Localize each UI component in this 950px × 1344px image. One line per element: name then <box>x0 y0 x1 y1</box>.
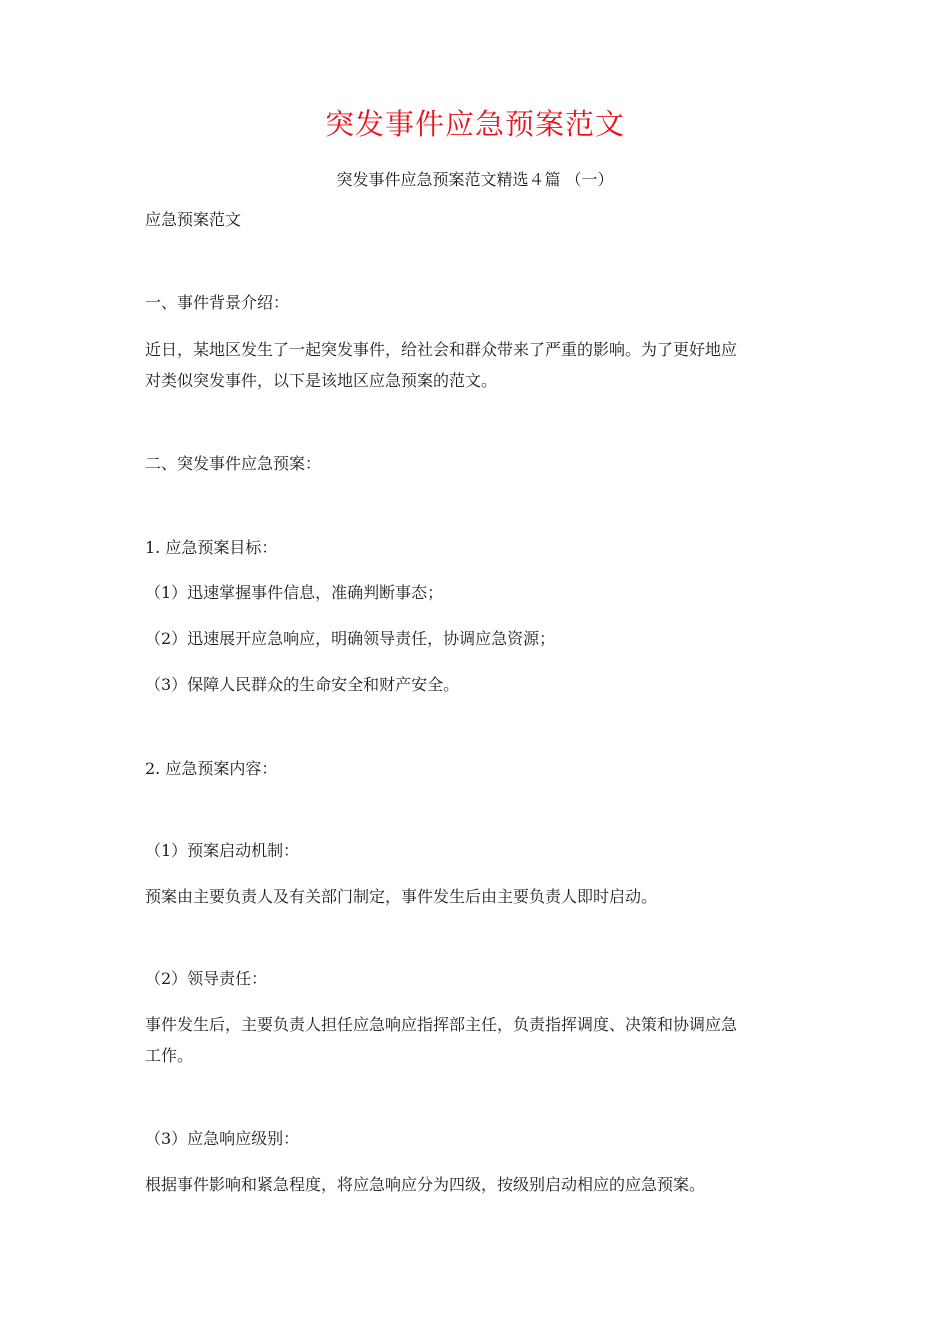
document-subtitle: 突发事件应急预案范文精选４篇 （一） <box>336 170 614 189</box>
section1-body-line1: 近日，某地区发生了一起突发事件，给社会和群众带来了严重的影响。为了更好地应 <box>145 340 738 359</box>
document-title: 突发事件应急预案范文 <box>324 107 625 141</box>
section2-heading: 二、突发事件应急预案： <box>145 454 322 473</box>
content-item-2-body-line1: 事件发生后，主要负责人担任应急响应指挥部主任，负责指挥调度、决策和协调应急 <box>145 1015 738 1034</box>
content-heading: 2. 应急预案内容： <box>145 759 278 778</box>
goal-item-1: （1）迅速掌握事件信息，准确判断事态； <box>145 583 444 602</box>
goals-heading: 1. 应急预案目标： <box>145 538 278 557</box>
section1-heading: 一、事件背景介绍： <box>145 293 290 312</box>
goal-item-2: （2）迅速展开应急响应，明确领导责任，协调应急资源； <box>145 629 556 648</box>
content-item-1-body: 预案由主要负责人及有关部门制定，事件发生后由主要负责人即时启动。 <box>145 887 658 906</box>
content-item-3-heading: （3）应急响应级别： <box>145 1129 300 1148</box>
document-heading: 应急预案范文 <box>145 210 242 229</box>
content-item-3-body: 根据事件影响和紧急程度，将应急响应分为四级，按级别启动相应的应急预案。 <box>145 1175 706 1194</box>
content-item-2-body-line2: 工作。 <box>145 1046 194 1065</box>
section1-body-line2: 对类似突发事件，以下是该地区应急预案的范文。 <box>145 371 498 390</box>
goal-item-3: （3）保障人民群众的生命安全和财产安全。 <box>145 675 460 694</box>
content-item-1-heading: （1）预案启动机制： <box>145 841 300 860</box>
content-item-2-heading: （2）领导责任： <box>145 969 268 988</box>
